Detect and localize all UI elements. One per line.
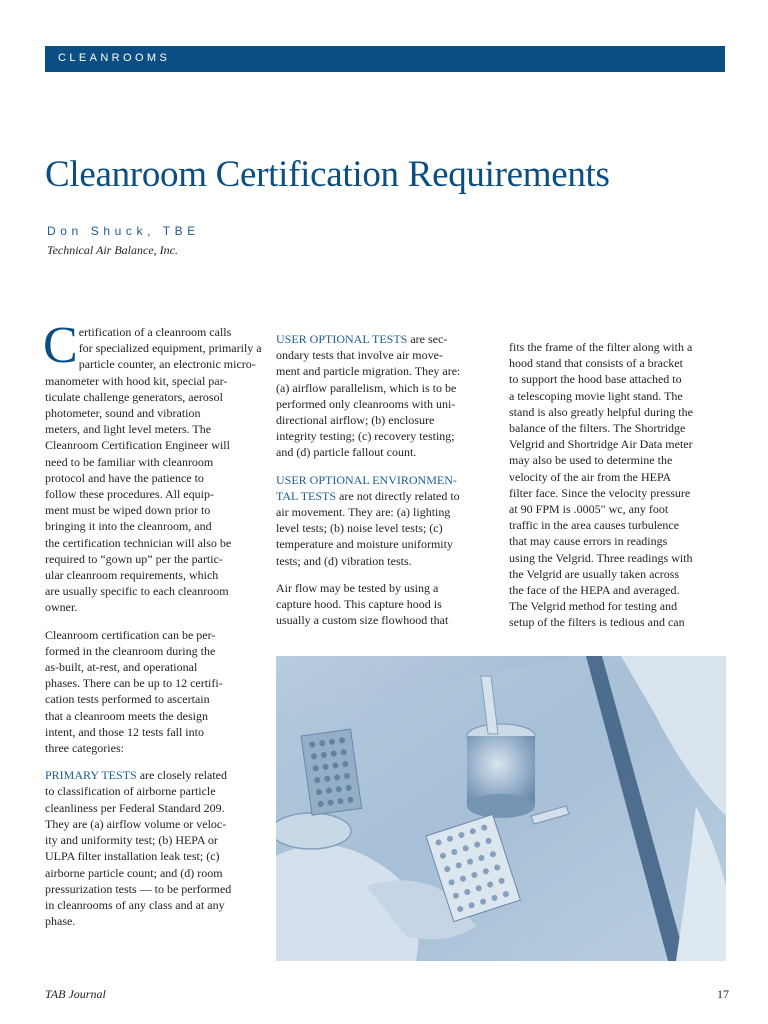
paragraph-line: follow these procedures. All equip- — [45, 487, 214, 502]
section-banner — [45, 46, 725, 72]
paragraph-line: tests; and (d) vibration tests. — [276, 553, 412, 568]
paragraph-line: capture hood. This capture hood is — [276, 597, 442, 612]
paragraph-line: and (d) particle fallout count. — [276, 445, 417, 460]
paragraph-line: may also be used to determine the — [509, 453, 673, 468]
paragraph-line: required to “gown up” per the partic- — [45, 551, 223, 566]
author-name: Don Shuck, TBE — [47, 224, 200, 238]
primary-tests-paragraph — [45, 767, 263, 929]
paragraph-line: particle counter, an electronic micro- — [78, 357, 256, 372]
paragraph-line: manometer with hood kit, special par- — [45, 373, 228, 388]
heading-continuation: are sec- — [407, 332, 448, 346]
paragraph-line: balance of the filters. The Shortridge — [509, 421, 686, 436]
lab-photo — [276, 656, 726, 961]
paragraph-line: traffic in the area causes turbulence — [509, 518, 680, 533]
paragraph-line: a telescoping movie light stand. The — [509, 388, 683, 403]
article-title: Cleanroom Certification Requirements — [45, 154, 610, 195]
paragraph-line: are usually specific to each cleanroom — [45, 584, 229, 599]
paragraph-line: meters, and light level meters. The — [45, 422, 212, 437]
paragraph-line: ticulate challenge generators, aerosol — [45, 389, 223, 404]
paragraph-line: in cleanrooms of any class and at any — [45, 897, 225, 912]
paragraph-line: ondary tests that involve air move- — [276, 348, 443, 363]
user-optional-tests-paragraph — [276, 331, 494, 461]
paragraph-line: as-built, at-rest, and operational — [45, 660, 198, 675]
section-label: CLEANROOMS — [58, 52, 171, 64]
paragraph-line: performed only cleanrooms with uni- — [276, 396, 456, 411]
drop-cap: C — [43, 317, 78, 374]
paragraph-line: protocol and have the patience to — [45, 470, 204, 485]
paragraph-line: the certification technician will also be — [45, 535, 232, 550]
paragraph-line: for specialized equipment, primarily a — [78, 341, 262, 356]
lab-photo-illustration — [276, 656, 726, 961]
paragraph-line: three categories: — [45, 741, 124, 756]
paragraph-line: setup of the filters is tedious and can — [509, 615, 685, 630]
paragraph-line: fits the frame of the filter along with a — [509, 340, 693, 354]
paragraph-line: the Velgrid are usually taken across — [509, 566, 680, 581]
paragraph-line: velocity of the air from the HEPA — [509, 469, 672, 484]
paragraph-line: at 90 FPM is .0005" wc, any foot — [509, 502, 669, 517]
paragraph-line: pressurization tests — to be performed — [45, 881, 232, 896]
column-1 — [43, 317, 263, 940]
paragraph-line — [276, 331, 494, 347]
paragraph-line: photometer, sound and vibration — [45, 406, 201, 421]
paragraph-line: air movement. They are: (a) lighting — [276, 505, 451, 520]
heading-continuation: are not directly related to — [336, 488, 460, 503]
paragraph-line: usually a custom size flowhood that — [276, 613, 449, 628]
paragraph-line: owner. — [45, 600, 78, 615]
environmental-tests-heading: USER OPTIONAL ENVIRONMEN- — [276, 472, 457, 487]
environmental-tests-paragraph — [276, 472, 494, 569]
paragraph-line: intent, and those 12 tests fall into — [45, 724, 204, 739]
paragraph-line: Air flow may be tested by using a — [276, 580, 439, 595]
paragraph-line: phase. — [45, 914, 76, 929]
paragraph-line: (a) airflow parallelism, which is to be — [276, 380, 457, 395]
primary-tests-heading: PRIMARY TESTS — [45, 768, 137, 783]
author-affiliation: Technical Air Balance, Inc. — [47, 243, 178, 257]
paragraph-line: airborne particle count; and (d) room — [45, 865, 223, 880]
paragraph-line: directional airflow; (b) enclosure — [276, 413, 435, 428]
paragraph-line: filter face. Since the velocity pressure — [509, 485, 691, 500]
phases-paragraph — [45, 627, 263, 757]
paragraph-line — [45, 767, 263, 783]
capture-hood-paragraph — [276, 580, 494, 629]
heading-continuation: are closely related — [136, 768, 227, 783]
paragraph-line: cation tests performed to ascertain — [45, 692, 210, 707]
paragraph-line: ity and uniformity test; (b) HEPA or — [45, 833, 218, 848]
paragraph-line: that may cause errors in readings — [509, 534, 668, 549]
paragraph-line: formed in the cleanroom during the — [45, 643, 216, 658]
paragraph-line: Cleanroom certification can be per- — [45, 627, 216, 642]
paragraph-line — [276, 488, 494, 504]
paragraph-line: ertification of a cleanroom calls — [78, 325, 232, 339]
page-number: 17 — [717, 987, 729, 1001]
velgrid-paragraph — [509, 339, 727, 631]
column-2 — [276, 331, 494, 639]
paragraph-line: ment and particle migration. They are: — [276, 364, 461, 379]
paragraph-line: phases. There can be up to 12 certifi- — [45, 676, 223, 691]
paragraph-line: that a cleanroom meets the design — [45, 708, 208, 723]
paragraph-line: stand is also greatly helpful during the — [509, 404, 693, 419]
paragraph-line: Cleanroom Certification Engineer will — [45, 438, 230, 453]
intro-paragraph — [43, 317, 263, 616]
paragraph-line: hood stand that consists of a bracket — [509, 356, 683, 371]
paragraph-line: ular cleanroom requirements, which — [45, 568, 219, 583]
paragraph-line: ULPA filter installation leak test; (c) — [45, 849, 220, 864]
paragraph-line: integrity testing; (c) recovery testing; — [276, 429, 455, 444]
paragraph-line: ment must be wiped down prior to — [45, 503, 211, 518]
paragraph-line: The Velgrid method for testing and — [509, 599, 678, 614]
paragraph-line: Velgrid and Shortridge Air Data meter — [509, 437, 693, 452]
column-3 — [509, 339, 727, 642]
user-optional-tests-heading: USER OPTIONAL TESTS — [276, 332, 408, 346]
journal-name: TAB Journal — [45, 987, 106, 1001]
paragraph-line: need to be familiar with cleanroom — [45, 454, 214, 469]
paragraph-line: level tests; (b) noise level tests; (c) — [276, 521, 443, 536]
paragraph-line: cleanliness per Federal Standard 209. — [45, 800, 225, 815]
paragraph-line: to support the hood base attached to — [509, 372, 682, 387]
paragraph-line: They are (a) airflow volume or veloc- — [45, 816, 227, 831]
paragraph-line: using the Velgrid. Three readings with — [509, 550, 693, 565]
paragraph-line: temperature and moisture uniformity — [276, 537, 453, 552]
environmental-tests-heading-end: TAL TESTS — [276, 488, 337, 503]
paragraph-line: the face of the HEPA and averaged. — [509, 583, 680, 598]
paragraph-line: to classification of airborne particle — [45, 784, 216, 799]
paragraph-line: bringing it into the cleanroom, and — [45, 519, 212, 534]
